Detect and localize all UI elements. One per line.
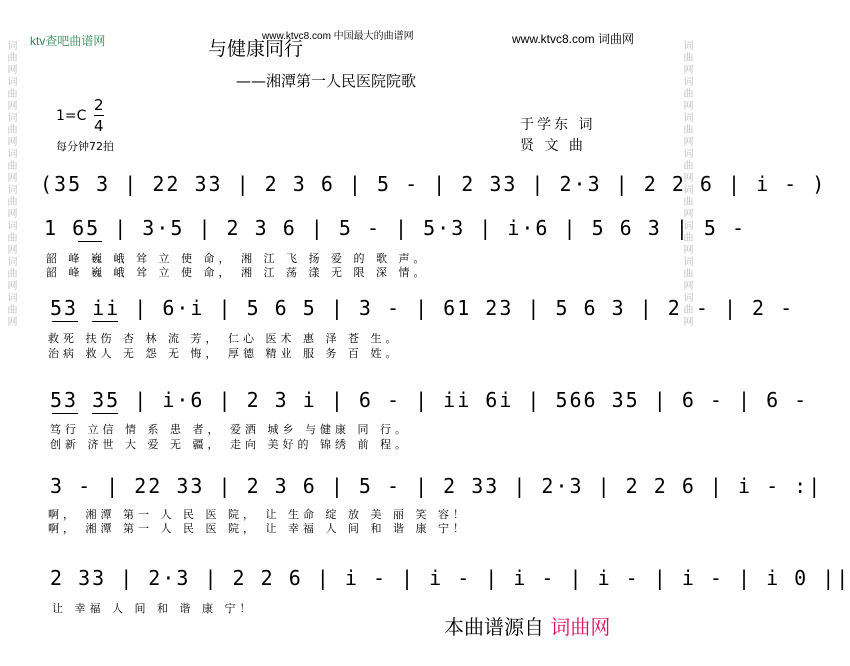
- lyricist-credit: 于学东 词: [520, 117, 596, 133]
- lyric-line: 韶 峰 巍 峨 耸 立 使 命， 湘 江 飞 扬 爱 的 歌 声。: [46, 252, 429, 265]
- lyric-line: 啊， 湘潭 第一 人 民 医 院， 让 幸福 人 间 和 谐 康 宁！: [48, 522, 468, 535]
- lyric-line: 笃行 立信 情 系 患 者， 爱洒 城乡 与健康 同 行。: [50, 423, 410, 436]
- source-attribution: [444, 611, 610, 640]
- site-watermark-center: www.ktvc8.com 中国最大的曲谱网: [262, 31, 414, 42]
- score-row: 1 65 | 3·5 | 2 3 6 | 5 - | 5·3 | i·6 | 5 6 3 | 5 -: [44, 216, 747, 240]
- source-label: 本曲谱源自: [444, 615, 544, 639]
- lyric-line: 救死 扶伤 杏 林 流 芳， 仁心 医术 惠 泽 苍 生。: [48, 332, 401, 345]
- score-row: (35 3 | 22 33 | 2 3 6 | 5 - | 2 33 | 2·3 | 2 2 6 | i - ): [40, 172, 827, 196]
- time-signature: [94, 97, 104, 134]
- side-watermark-right: 词曲网词曲网词曲网词曲网词曲网词曲网词曲网词曲网: [681, 40, 692, 328]
- side-watermark-left: 词曲网词曲网词曲网词曲网词曲网词曲网词曲网词曲网: [5, 40, 16, 328]
- score-row: 3 - | 22 33 | 2 3 6 | 5 - | 2 33 | 2·3 | 2 2 6 | i - :|: [50, 474, 823, 498]
- site-watermark-left: ktv查吧曲谱网: [30, 34, 106, 48]
- score-row: 53 35 | i·6 | 2 3 i | 6 - | ii 6i | 566 35 | 6 - | 6 -: [50, 388, 809, 412]
- lyric-line: 韶 峰 巍 峨 耸 立 使 命， 湘 江 荡 漾 无 限 深 情。: [46, 266, 429, 279]
- time-signature-bottom: 4: [94, 117, 104, 135]
- tempo-marking: 每分钟72拍: [56, 140, 114, 153]
- lyric-line: 创新 济世 大 爱 无 疆， 走向 美好的 锦绣 前 程。: [50, 438, 410, 451]
- lyric-line: 治病 救人 无 怨 无 悔， 厚德 精业 服 务 百 姓。: [48, 347, 401, 360]
- lyric-line: 啊， 湘潭 第一 人 民 医 院， 让 生命 绽 放 美 丽 笑 容！: [48, 508, 468, 521]
- song-subtitle: ——湘潭第一人民医院院歌: [236, 72, 417, 90]
- composer-credit: 贤 文 曲: [520, 138, 586, 154]
- score-row: 2 33 | 2·3 | 2 2 6 | i - | i - | i - | i - | i - | i 0 ||: [50, 566, 850, 590]
- song-title: 与健康同行: [208, 38, 304, 60]
- key-signature: 1=C: [56, 108, 87, 124]
- source-brand: 词曲网: [550, 615, 611, 639]
- site-watermark-right: www.ktvc8.com 词曲网: [512, 32, 635, 46]
- score-row: 53 ii | 6·i | 5 6 5 | 3 - | 61 23 | 5 6 3 | 2 - | 2 -: [50, 296, 795, 320]
- time-signature-top: 2: [94, 96, 104, 114]
- lyric-line: 让 幸福 人 间 和 谐 康 宁！: [52, 602, 255, 615]
